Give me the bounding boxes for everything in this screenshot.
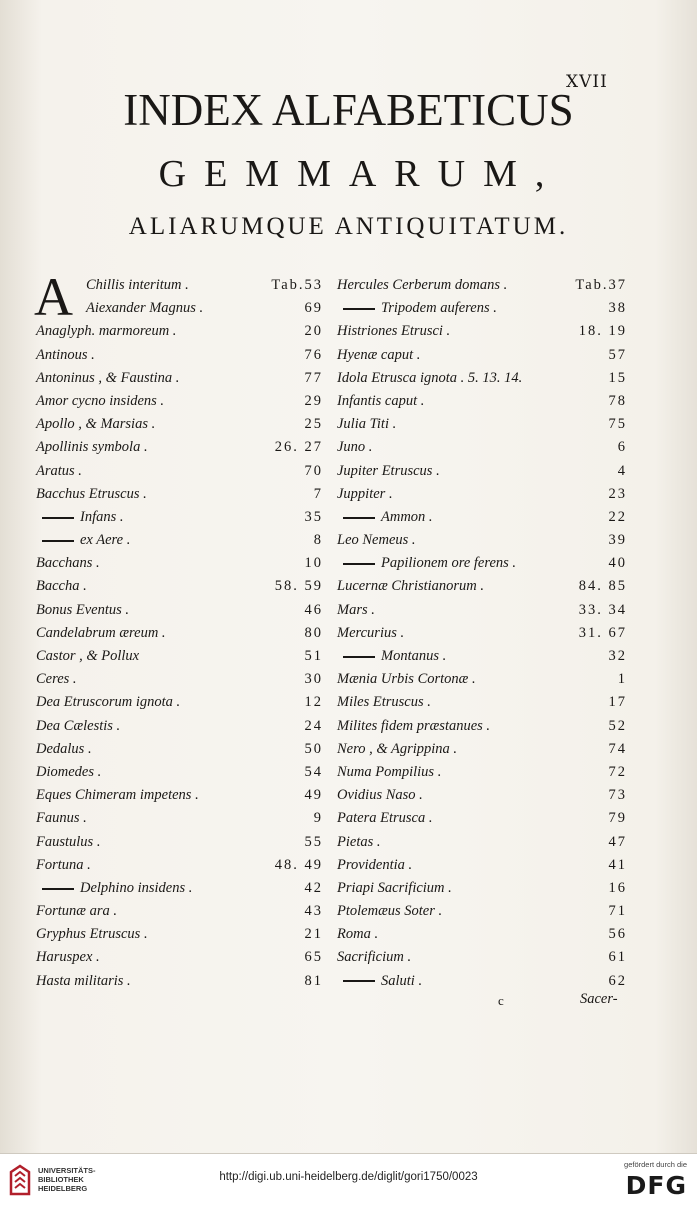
entry-plate-number: 26. 27 bbox=[274, 439, 323, 456]
entry-plate-number: 31. 67 bbox=[578, 624, 627, 641]
index-entry bbox=[36, 947, 323, 970]
entry-text: Faunus . bbox=[36, 810, 87, 827]
index-entry bbox=[36, 878, 323, 901]
entry-term bbox=[337, 694, 431, 711]
index-entry bbox=[337, 368, 627, 391]
entry-text: Juppiter . bbox=[337, 485, 393, 502]
entry-text: Julia Titi . bbox=[337, 416, 397, 433]
entry-term bbox=[36, 787, 199, 804]
index-entry bbox=[337, 646, 627, 669]
entry-term bbox=[36, 602, 129, 619]
entry-text: Leo Nemeus . bbox=[337, 532, 416, 549]
entry-term bbox=[337, 602, 375, 619]
entry-term bbox=[36, 834, 100, 851]
entry-plate-number: 33. 34 bbox=[578, 601, 627, 618]
entry-term bbox=[337, 347, 420, 364]
index-entry bbox=[337, 461, 627, 484]
entry-text: Priapi Sacrificium . bbox=[337, 879, 452, 896]
repeat-dash bbox=[42, 540, 74, 542]
entry-plate-number: 9 bbox=[313, 810, 323, 827]
entry-term bbox=[36, 370, 179, 387]
index-entry bbox=[337, 924, 627, 947]
entry-term bbox=[337, 486, 393, 503]
page-subtitle: GEMMARUM, bbox=[158, 153, 563, 195]
index-entry bbox=[36, 437, 323, 460]
entry-text: Gryphus Etruscus . bbox=[36, 926, 148, 943]
index-entry bbox=[337, 484, 627, 507]
entry-term bbox=[337, 439, 372, 456]
entry-term bbox=[36, 486, 147, 503]
entry-plate-number: 79 bbox=[608, 810, 627, 827]
index-entry bbox=[337, 762, 627, 785]
entry-text: Nero , & Agrippina . bbox=[337, 740, 458, 757]
entry-text: Saluti . bbox=[381, 972, 423, 989]
entry-plate-number: 73 bbox=[608, 787, 627, 804]
entry-text: Dea Etruscorum ignota . bbox=[36, 694, 181, 711]
entry-plate-number: 55 bbox=[304, 833, 323, 850]
index-entry bbox=[337, 321, 627, 344]
entry-text: Delphino insidens . bbox=[80, 879, 193, 896]
repeat-dash bbox=[343, 980, 375, 982]
entry-plate-number: 51 bbox=[304, 648, 323, 664]
entry-term bbox=[337, 370, 522, 387]
entry-text: Providentia . bbox=[337, 856, 413, 873]
entry-plate-number: 35 bbox=[304, 508, 323, 525]
index-entry bbox=[36, 971, 323, 994]
entry-text: Anaglyph. marmoreum . bbox=[36, 323, 177, 340]
index-entry bbox=[337, 947, 627, 970]
index-entry bbox=[337, 785, 627, 808]
entry-text: Ammon . bbox=[381, 508, 433, 525]
entry-term bbox=[337, 787, 423, 804]
entry-text: Ovidius Naso . bbox=[337, 787, 423, 804]
index-entry bbox=[36, 530, 323, 553]
entry-term bbox=[36, 347, 95, 364]
entry-text: Bonus Eventus . bbox=[36, 601, 130, 618]
index-entry bbox=[36, 692, 323, 715]
index-entry bbox=[337, 855, 627, 878]
entry-term bbox=[36, 694, 180, 711]
index-entry bbox=[337, 298, 627, 321]
index-entry bbox=[36, 901, 323, 924]
entry-term bbox=[337, 671, 476, 688]
index-entry bbox=[337, 808, 627, 831]
entry-plate-number: 29 bbox=[304, 392, 323, 409]
permalink-url[interactable]: http://digi.ub.uni-heidelberg.de/diglit/gori1750/0023 bbox=[219, 1171, 478, 1183]
entry-term bbox=[337, 857, 412, 874]
entry-text: Hyenæ caput . bbox=[337, 346, 421, 363]
entry-text: Numa Pompilius . bbox=[337, 763, 442, 780]
entry-plate-number: 70 bbox=[304, 462, 323, 479]
entry-plate-number: 84. 85 bbox=[578, 578, 627, 595]
index-entry bbox=[36, 275, 323, 298]
entry-term bbox=[36, 555, 100, 572]
entry-text: Ceres . bbox=[36, 671, 77, 688]
index-column-left bbox=[36, 275, 323, 994]
entry-plate-number: 24 bbox=[304, 717, 323, 734]
entry-term bbox=[337, 625, 404, 642]
index-entry bbox=[36, 345, 323, 368]
entry-term bbox=[36, 764, 101, 781]
entry-term bbox=[337, 578, 484, 595]
entry-text: Dea Cælestis . bbox=[36, 717, 121, 734]
index-entry bbox=[36, 855, 323, 878]
index-entry bbox=[36, 762, 323, 785]
entry-plate-number: 72 bbox=[608, 763, 627, 780]
entry-plate-number: 54 bbox=[304, 763, 323, 780]
index-entry bbox=[36, 461, 323, 484]
entry-text: Idola Etrusca ignota . 5. 13. 14. bbox=[337, 369, 523, 386]
entry-text: Papilionem ore ferens . bbox=[381, 555, 517, 572]
entry-text: Hasta militaris . bbox=[36, 972, 131, 989]
index-entry bbox=[337, 530, 627, 553]
entry-term bbox=[36, 323, 176, 340]
entry-plate-number: 17 bbox=[608, 694, 627, 711]
entry-term bbox=[337, 718, 490, 735]
entry-plate-number: 69 bbox=[304, 300, 323, 317]
entry-term bbox=[337, 277, 507, 294]
signature-mark: c bbox=[498, 993, 504, 1008]
entry-text: Pietas . bbox=[337, 833, 381, 850]
entry-text: Apollo , & Marsias . bbox=[36, 416, 156, 433]
index-entry bbox=[337, 600, 627, 623]
entry-term bbox=[42, 880, 192, 897]
repeat-dash bbox=[42, 517, 74, 519]
entry-plate-number: 38 bbox=[608, 300, 627, 317]
entry-plate-number: 61 bbox=[608, 949, 627, 966]
entry-term bbox=[337, 903, 442, 920]
entry-text: Mænia Urbis Cortonæ . bbox=[337, 671, 476, 688]
entry-plate-number: 25 bbox=[304, 416, 323, 433]
entry-plate-number: 49 bbox=[304, 787, 323, 804]
dfg-logo[interactable]: DFG bbox=[625, 1171, 687, 1200]
entry-plate-number: 78 bbox=[608, 392, 627, 409]
entry-term bbox=[36, 578, 87, 595]
index-entry bbox=[36, 391, 323, 414]
entry-term bbox=[36, 463, 82, 480]
entry-text: Infans . bbox=[80, 508, 124, 525]
entry-term bbox=[36, 741, 92, 758]
entry-term bbox=[343, 300, 497, 317]
entry-text: Apollinis symbola . bbox=[36, 439, 148, 456]
entry-plate-number: 42 bbox=[304, 879, 323, 896]
index-entry bbox=[36, 623, 323, 646]
entry-plate-number: 15 bbox=[608, 369, 627, 386]
entry-term bbox=[36, 648, 139, 665]
entry-text: Castor , & Pollux bbox=[36, 648, 140, 664]
index-entry bbox=[337, 576, 627, 599]
entry-text: Infantis caput . bbox=[337, 392, 425, 409]
entry-plate-number: 56 bbox=[608, 926, 627, 943]
entry-plate-number: 6 bbox=[617, 439, 627, 456]
index-entry bbox=[337, 553, 627, 576]
entry-term bbox=[343, 973, 422, 990]
page-title: INDEX ALFABETICUS bbox=[123, 85, 574, 135]
entry-text: Mercurius . bbox=[337, 624, 405, 641]
index-entry bbox=[36, 646, 323, 669]
index-entry bbox=[337, 507, 627, 530]
entry-term bbox=[337, 764, 441, 781]
entry-text: Bacchans . bbox=[36, 555, 100, 572]
entry-plate-number: 43 bbox=[304, 903, 323, 920]
entry-term bbox=[343, 555, 516, 572]
entry-term bbox=[86, 300, 203, 317]
funder-label: gefördert durch die bbox=[624, 1160, 687, 1169]
entry-text: Chillis interitum . bbox=[86, 277, 189, 293]
entry-text: Lucernæ Christianorum . bbox=[337, 578, 485, 595]
index-entry bbox=[36, 600, 323, 623]
entry-term bbox=[337, 532, 416, 549]
entry-plate-number: 18. 19 bbox=[578, 323, 627, 340]
entry-text: Dedalus . bbox=[36, 740, 92, 757]
entry-term bbox=[337, 810, 432, 827]
entry-plate-number: 12 bbox=[304, 694, 323, 711]
entry-term bbox=[343, 509, 433, 526]
index-entry bbox=[36, 298, 323, 321]
index-entry bbox=[337, 692, 627, 715]
index-entry bbox=[337, 345, 627, 368]
entry-text: Fortuna . bbox=[36, 856, 91, 873]
index-entry bbox=[36, 716, 323, 739]
entry-plate-number: 74 bbox=[608, 740, 627, 757]
index-entry bbox=[36, 924, 323, 947]
entry-plate-number: 58. 59 bbox=[274, 578, 323, 595]
entry-plate-number: 30 bbox=[304, 671, 323, 688]
entry-text: Fortunæ ara . bbox=[36, 903, 117, 920]
index-entry bbox=[337, 275, 627, 298]
index-entry bbox=[337, 878, 627, 901]
entry-plate-number: 62 bbox=[608, 972, 627, 989]
entry-term bbox=[36, 973, 131, 990]
entry-plate-number: 8 bbox=[313, 532, 323, 549]
entry-term bbox=[337, 949, 411, 966]
index-entry bbox=[36, 484, 323, 507]
entry-text: Haruspex . bbox=[36, 949, 100, 966]
entry-text: ex Aere . bbox=[80, 532, 131, 549]
entry-plate-number: 23 bbox=[608, 485, 627, 502]
entry-text: Diomedes . bbox=[36, 763, 102, 780]
entry-plate-number: 48. 49 bbox=[274, 856, 323, 873]
entry-text: Histriones Etrusci . bbox=[337, 323, 451, 340]
entry-plate-number: 40 bbox=[608, 555, 627, 572]
entry-text: Antinous . bbox=[36, 346, 95, 363]
index-entry bbox=[36, 808, 323, 831]
entry-term bbox=[337, 393, 424, 410]
entry-text: Roma . bbox=[337, 926, 379, 943]
entry-text: Hercules Cerberum domans . bbox=[337, 277, 508, 293]
entry-plate-number: 80 bbox=[304, 624, 323, 641]
entry-term bbox=[337, 463, 440, 480]
entry-term bbox=[343, 648, 446, 665]
entry-plate-number: 50 bbox=[304, 740, 323, 757]
entry-text: Aratus . bbox=[36, 462, 82, 479]
entry-text: Milites fidem præstanues . bbox=[337, 717, 491, 734]
entry-term bbox=[36, 439, 148, 456]
entry-plate-number: 52 bbox=[608, 717, 627, 734]
entry-plate-number: 46 bbox=[304, 601, 323, 618]
entry-term bbox=[36, 810, 87, 827]
entry-plate-number: 16 bbox=[608, 879, 627, 896]
entry-plate-number: 75 bbox=[608, 416, 627, 433]
entry-plate-number: Tab.37 bbox=[575, 277, 627, 293]
repeat-dash bbox=[42, 888, 74, 890]
entry-term bbox=[337, 880, 452, 897]
entry-text: Patera Etrusca . bbox=[337, 810, 433, 827]
index-entry bbox=[36, 739, 323, 762]
index-entry bbox=[337, 623, 627, 646]
entry-term bbox=[36, 416, 155, 433]
entry-text: Eques Chimeram impetens . bbox=[36, 787, 199, 804]
entry-text: Ptolemæus Soter . bbox=[337, 903, 443, 920]
entry-plate-number: 47 bbox=[608, 833, 627, 850]
entry-term bbox=[36, 857, 91, 874]
entry-text: Sacrificium . bbox=[337, 949, 412, 966]
index-entry bbox=[36, 553, 323, 576]
entry-plate-number: 81 bbox=[304, 972, 323, 989]
initial-letter: A bbox=[34, 267, 73, 327]
index-entry bbox=[36, 507, 323, 530]
index-entry bbox=[337, 437, 627, 460]
entry-plate-number: 32 bbox=[608, 648, 627, 664]
index-entry bbox=[36, 576, 323, 599]
entry-text: Mars . bbox=[337, 601, 375, 618]
index-entry bbox=[337, 391, 627, 414]
entry-term bbox=[337, 741, 457, 758]
index-entry bbox=[337, 832, 627, 855]
entry-plate-number: 76 bbox=[304, 346, 323, 363]
repeat-dash bbox=[343, 563, 375, 565]
entry-text: Faustulus . bbox=[36, 833, 101, 850]
entry-text: Jupiter Etruscus . bbox=[337, 462, 440, 479]
index-entry bbox=[36, 414, 323, 437]
index-entry bbox=[36, 785, 323, 808]
viewer-footer bbox=[0, 1153, 697, 1206]
entry-plate-number: 10 bbox=[304, 555, 323, 572]
entry-term bbox=[337, 834, 381, 851]
entry-text: Miles Etruscus . bbox=[337, 694, 431, 711]
index-entry bbox=[337, 414, 627, 437]
index-entry bbox=[36, 368, 323, 391]
index-entry bbox=[337, 716, 627, 739]
entry-plate-number: 41 bbox=[608, 856, 627, 873]
entry-plate-number: 57 bbox=[608, 346, 627, 363]
entry-text: Aiexander Magnus . bbox=[86, 300, 204, 317]
entry-plate-number: Tab.53 bbox=[271, 277, 323, 293]
entry-term bbox=[42, 509, 124, 526]
repeat-dash bbox=[343, 656, 375, 658]
entry-term bbox=[36, 625, 166, 642]
entry-term bbox=[36, 926, 148, 943]
page-number: XVII bbox=[566, 72, 608, 92]
entry-plate-number: 1 bbox=[617, 671, 627, 688]
entry-term bbox=[36, 903, 117, 920]
entry-plate-number: 7 bbox=[313, 485, 323, 502]
entry-plate-number: 71 bbox=[608, 903, 627, 920]
entry-plate-number: 39 bbox=[608, 532, 627, 549]
entry-plate-number: 65 bbox=[304, 949, 323, 966]
entry-term bbox=[337, 323, 450, 340]
index-column-right bbox=[337, 275, 627, 994]
institution-name: UNIVERSITÄTS- BIBLIOTHEK HEIDELBERG bbox=[38, 1166, 96, 1193]
entry-text: Candelabrum æreum . bbox=[36, 624, 166, 641]
entry-text: Tripodem auferens . bbox=[381, 300, 497, 317]
entry-plate-number: 21 bbox=[304, 926, 323, 943]
catchword: Sacer- bbox=[580, 991, 618, 1007]
entry-plate-number: 4 bbox=[617, 462, 627, 479]
entry-term bbox=[36, 393, 164, 410]
entry-term bbox=[42, 532, 130, 549]
entry-text: Baccha . bbox=[36, 578, 87, 595]
entry-text: Bacchus Etruscus . bbox=[36, 485, 147, 502]
repeat-dash bbox=[343, 517, 375, 519]
page-subtitle-2: ALIARUMQUE ANTIQUITATUM. bbox=[128, 213, 569, 240]
entry-term bbox=[36, 718, 120, 735]
entry-term bbox=[36, 949, 100, 966]
index-entry bbox=[337, 901, 627, 924]
entry-term bbox=[337, 926, 378, 943]
index-entry bbox=[36, 321, 323, 344]
entry-text: Amor cycno insidens . bbox=[36, 392, 165, 409]
entry-plate-number: 77 bbox=[304, 369, 323, 386]
index-entry bbox=[337, 739, 627, 762]
repeat-dash bbox=[343, 308, 375, 310]
entry-plate-number: 22 bbox=[608, 508, 627, 525]
entry-plate-number: 20 bbox=[304, 323, 323, 340]
entry-text: Montanus . bbox=[381, 648, 447, 664]
index-entry bbox=[36, 669, 323, 692]
entry-text: Antoninus , & Faustina . bbox=[36, 369, 180, 386]
entry-text: Juno . bbox=[337, 439, 373, 456]
index-entry bbox=[36, 832, 323, 855]
index-entry bbox=[337, 669, 627, 692]
entry-term bbox=[86, 277, 189, 294]
entry-term bbox=[337, 416, 396, 433]
entry-term bbox=[36, 671, 77, 688]
